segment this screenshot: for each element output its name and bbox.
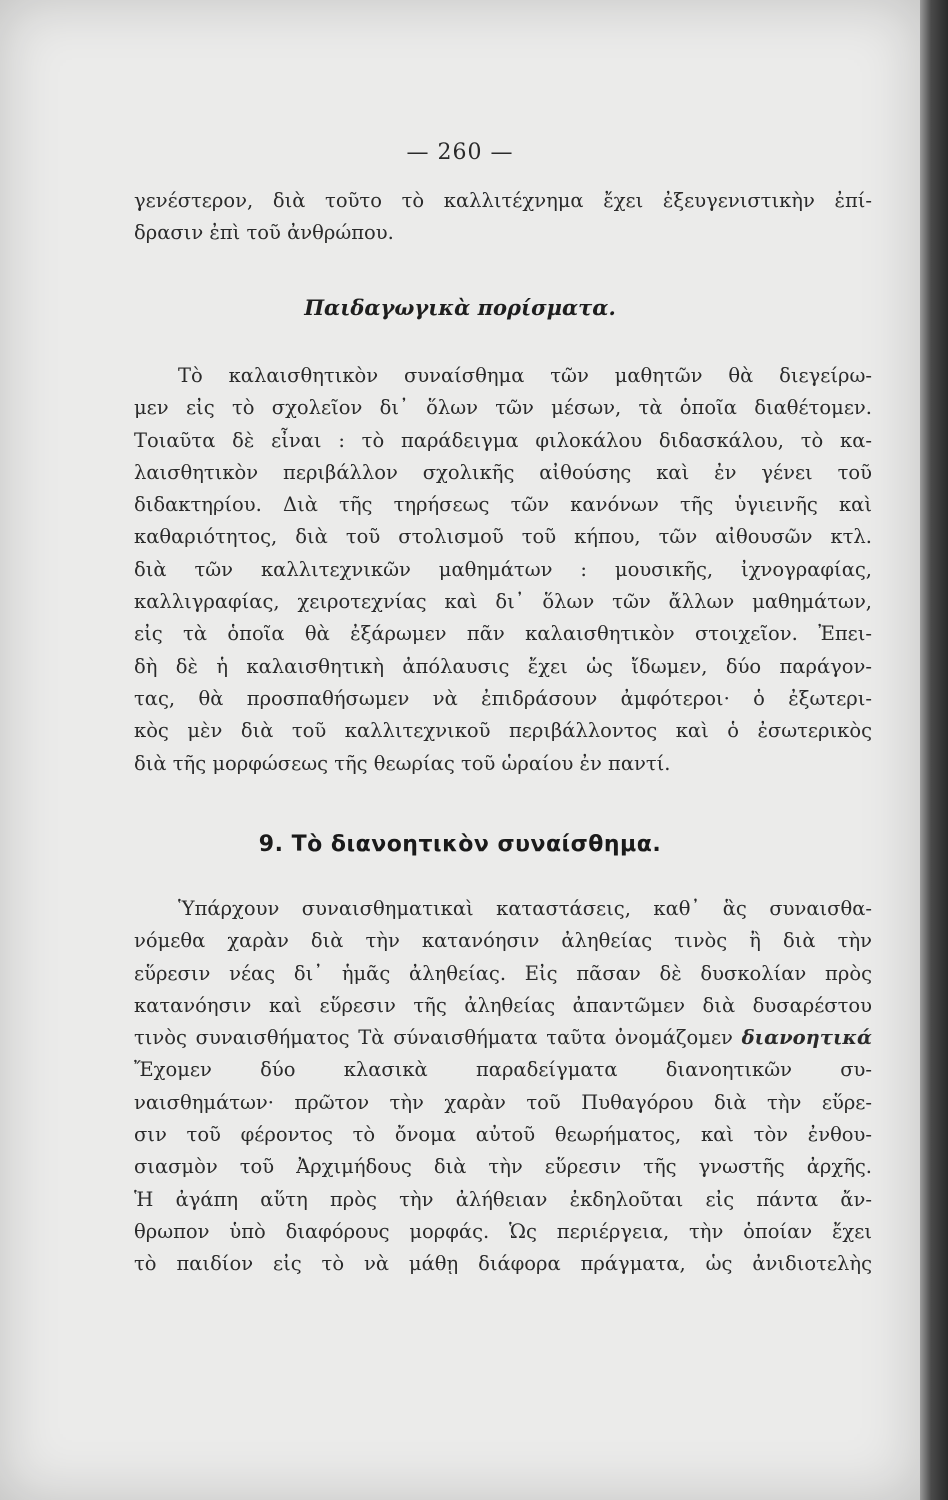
text-line: διὰ τῆς μορφώσεως τῆς θεωρίας τοῦ ὡραίου ἐν παντί. xyxy=(134,751,671,775)
text-line: νόμεθα χαρὰν διὰ τὴν κατανόησιν ἀληθείας τινὸς ἢ διὰ τὴν xyxy=(134,929,872,953)
text-line: λαισθητικὸν περιβάλλον σχολικῆς αἰθούσης καὶ ἐν γένει τοῦ xyxy=(134,460,872,484)
text-line: καθαριότητος, διὰ τοῦ στολισμοῦ τοῦ κήπου, τῶν αἰθουσῶν κτλ. xyxy=(134,525,872,549)
book-binding-edge xyxy=(920,0,948,1500)
text-line: γενέστερον, διὰ τοῦτο τὸ καλλιτέχνημα ἔχει ἐξευγενιστικὴν ἐπί- xyxy=(134,189,872,212)
intellectual-feeling-paragraph xyxy=(134,893,872,1281)
text-line: Ἔχομεν δύο κλασικὰ παραδείγματα διανοητικῶν συ- xyxy=(134,1058,872,1082)
text-line: Τὸ καλαισθητικὸν συναίσθημα τῶν μαθητῶν θὰ διεγείρω- xyxy=(178,364,872,387)
text-line: μεν εἰς τὸ σχολεῖον δι᾽ ὅλων τῶν μέσων, τὰ ὁποῖα διαθέτομεν. xyxy=(134,396,872,420)
text-line: δρασιν ἐπὶ τοῦ ἀνθρώπου. xyxy=(134,221,394,245)
text-line: Ἡ ἀγάπη αὕτη πρὸς τὴν ἀλήθειαν ἐκδηλοῦται εἰς πάντα ἄν- xyxy=(134,1187,872,1211)
text-line: διὰ τῶν καλλιτεχνικῶν μαθημάτων : μουσικῆς, ἰχνογραφίας, xyxy=(134,557,872,581)
text-line: Τοιαῦτα δὲ εἶναι : τὸ παράδειγμα φιλοκάλου διδασκάλου, τὸ κα- xyxy=(134,428,872,452)
text-line: τας, θὰ προσπαθήσωμεν νὰ ἐπιδράσουν ἀμφότεροι· ὁ ἐξωτερι- xyxy=(134,686,872,710)
text-line: κὸς μὲν διὰ τοῦ καλλιτεχνικοῦ περιβάλλοντος καὶ ὁ ἐσωτερικὸς xyxy=(134,719,872,743)
intro-paragraph xyxy=(134,185,872,250)
text-line: διδακτηρίου. Διὰ τῆς τηρήσεως τῶν κανόνων τῆς ὑγιεινῆς καὶ xyxy=(134,493,872,517)
text-line: σιασμὸν τοῦ Ἀρχιμήδους διὰ τὴν εὕρεσιν τῆς γνωστῆς ἀρχῆς. xyxy=(134,1155,872,1179)
text-fragment: τινὸς συναισθήματος Τὰ σύναισθήματα ταῦτα ὀνομάζομεν xyxy=(134,1026,733,1050)
text-line: κατανόησιν καὶ εὕρεσιν τῆς ἀληθείας ἀπαντῶμεν διὰ δυσαρέστου xyxy=(134,993,872,1017)
text-line: εἰς τὰ ὁποῖα θὰ ἐξάρωμεν πᾶν καλαισθητικὸν στοιχεῖον. Ἐπει- xyxy=(134,622,872,646)
text-line xyxy=(134,1022,872,1054)
text-line: δὴ δὲ ἡ καλαισθητικὴ ἀπόλαυσις ἔχει ὡς ἴδωμεν, δύο παράγον- xyxy=(134,654,872,678)
subheading-pedagogical-conclusions: Παιδαγωγικὰ πορίσματα. xyxy=(304,295,616,320)
text-line: σιν τοῦ φέροντος τὸ ὄνομα αὐτοῦ θεωρήματος, καὶ τὸν ἐνθου- xyxy=(134,1123,872,1147)
text-line: εὕρεσιν νέας δι᾽ ἡμᾶς ἀληθείας. Εἰς πᾶσαν δὲ δυσκολίαν πρὸς xyxy=(134,961,872,985)
emphasized-term: διανοητικά xyxy=(741,1026,873,1050)
page-number: — 260 — xyxy=(406,140,514,165)
text-line: καλλιγραφίας, χειροτεχνίας καὶ δι᾽ ὅλων τῶν ἄλλων μαθημάτων, xyxy=(134,590,872,614)
pedagogical-paragraph xyxy=(134,360,872,780)
text-line: θρωπον ὑπὸ διαφόρους μορφάς. Ὡς περιέργεια, τὴν ὁποίαν ἔχει xyxy=(134,1219,872,1243)
text-line: Ὑπάρχουν συναισθηματικαὶ καταστάσεις, καθ᾽ ἃς συναισθα- xyxy=(178,897,872,920)
text-line: ναισθημάτων· πρῶτον τὴν χαρὰν τοῦ Πυθαγόρου διὰ τὴν εὕρε- xyxy=(134,1090,872,1114)
section-heading-intellectual-feeling: 9. Τὸ διανοητικὸν συναίσθημα. xyxy=(258,832,662,857)
text-line: τὸ παιδίον εἰς τὸ νὰ μάθῃ διάφορα πράγματα, ὡς ἀνιδιοτελὴς xyxy=(134,1252,872,1276)
